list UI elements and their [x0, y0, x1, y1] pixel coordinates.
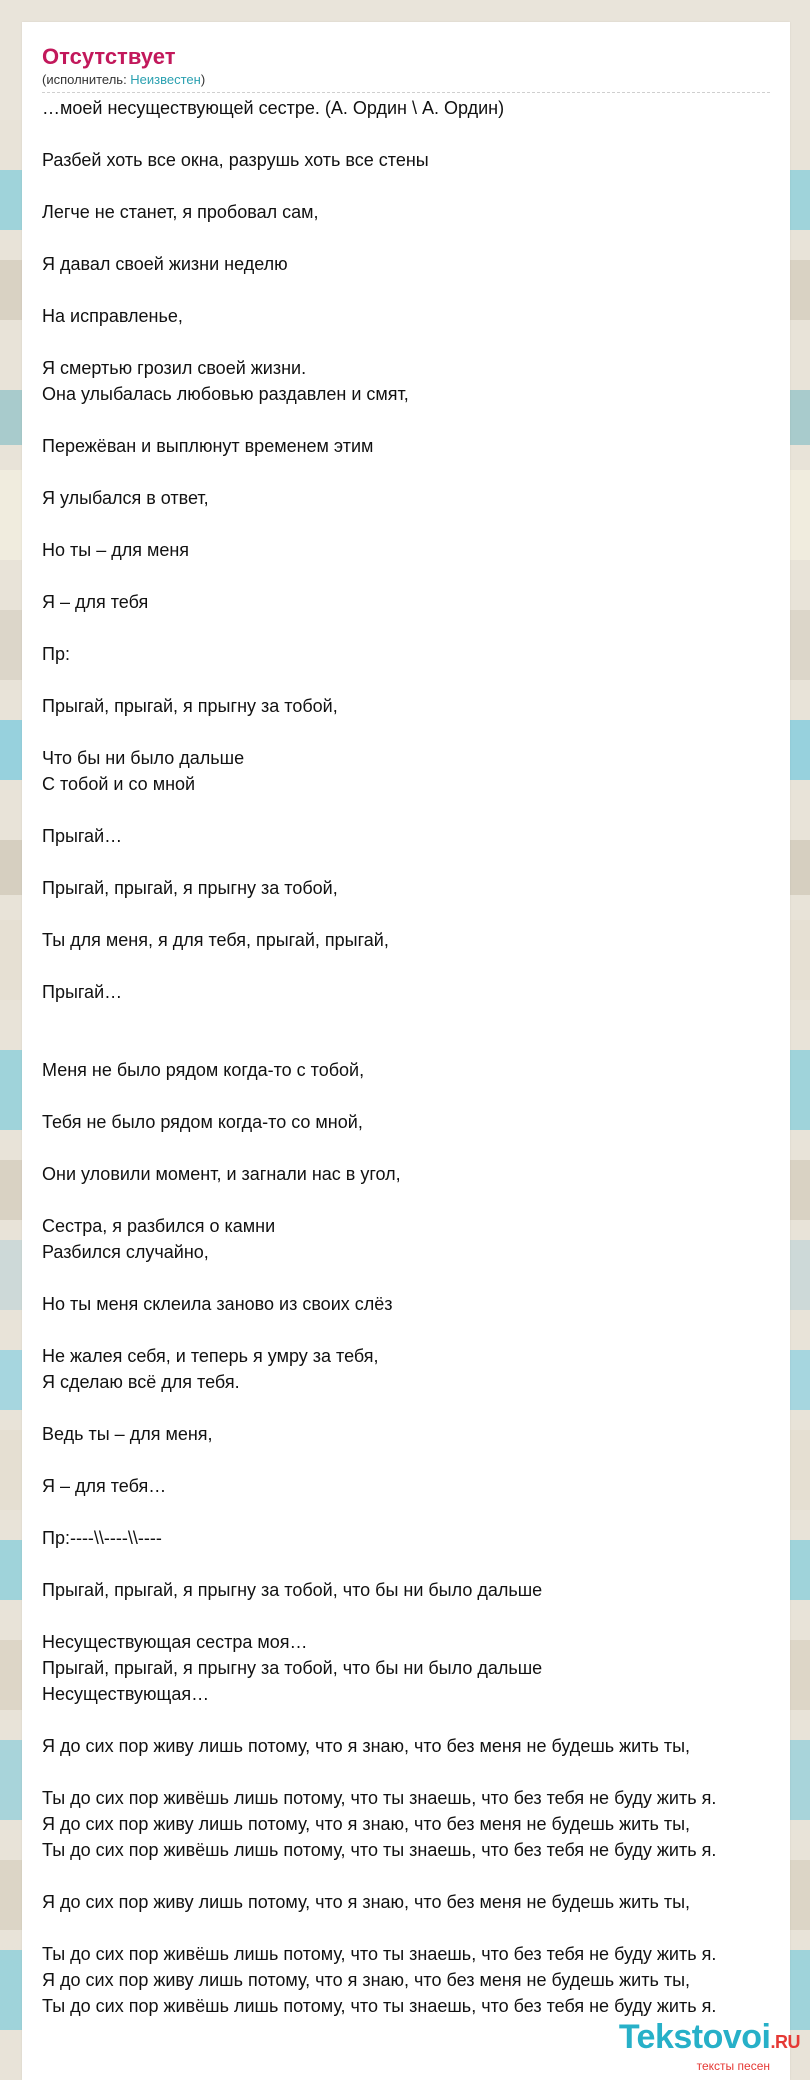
lyric-line: Я до сих пор живу лишь потому, что я знаю, что без меня не будешь жить ты, [42, 1814, 691, 1834]
lyric-line: Они уловили момент, и загнали нас в угол, [42, 1164, 401, 1184]
artist-line [42, 71, 790, 88]
lyric-line: Я сделаю всё для тебя. [42, 1372, 240, 1392]
lyric-line: Я до сих пор живу лишь потому, что я знаю, что без меня не будешь жить ты, [42, 1970, 691, 1990]
divider [42, 92, 770, 93]
lyric-line: Ты до сих пор живёшь лишь потому, что ты знаешь, что без тебя не буду жить я. [42, 1944, 717, 1964]
lyric-line [42, 1551, 790, 1577]
lyric-line [42, 849, 790, 875]
lyric-line [42, 1083, 790, 1109]
lyric-line: Пр: [42, 644, 70, 664]
lyric-line: Разбей хоть все окна, разрушь хоть все стены [42, 150, 429, 170]
lyric-line [42, 563, 790, 589]
lyric-line: Я давал своей жизни неделю [42, 254, 288, 274]
lyric-line: Прыгай, прыгай, я прыгну за тобой, [42, 878, 338, 898]
lyric-line [42, 277, 790, 303]
lyric-line [42, 797, 790, 823]
lyric-line [42, 1707, 790, 1733]
lyric-line [42, 1187, 790, 1213]
lyric-line [42, 901, 790, 927]
lyric-line: Тебя не было рядом когда-то со мной, [42, 1112, 363, 1132]
lyric-line: На исправленье, [42, 306, 183, 326]
lyric-line [42, 1603, 790, 1629]
logo-tagline: тексты песен [696, 2059, 770, 2073]
lyric-line: Не жалея себя, и теперь я умру за тебя, [42, 1346, 379, 1366]
lyric-line: Я смертью грозил своей жизни. [42, 358, 307, 378]
lyric-line [42, 121, 790, 147]
lyric-line [42, 1005, 790, 1031]
lyric-line: Сестра, я разбился о камни [42, 1216, 276, 1236]
lyric-line: Но ты – для меня [42, 540, 190, 560]
artist-prefix: (исполнитель: [42, 72, 131, 87]
lyric-line: Несуществующая сестра моя… [42, 1632, 308, 1652]
lyric-line: Она улыбалась любовью раздавлен и смят, [42, 384, 409, 404]
lyric-line [42, 173, 790, 199]
lyrics-text [42, 95, 790, 2019]
lyric-line [42, 1031, 790, 1057]
artist-link[interactable]: Неизвестен [130, 72, 201, 87]
lyric-line [42, 459, 790, 485]
lyric-line: Прыгай, прыгай, я прыгну за тобой, что бы ни было дальше [42, 1580, 543, 1600]
lyric-line [42, 953, 790, 979]
lyric-line [42, 1317, 790, 1343]
logo-brand [619, 2019, 800, 2060]
lyric-line [42, 1499, 790, 1525]
lyric-line [42, 511, 790, 537]
lyric-line [42, 1265, 790, 1291]
lyric-line: Прыгай, прыгай, я прыгну за тобой, [42, 696, 338, 716]
artist-suffix: ) [200, 72, 206, 87]
lyric-line: Несуществующая… [42, 1684, 210, 1704]
lyrics-card [22, 22, 790, 2080]
lyric-line: Пр:----\\----\\---- [42, 1528, 162, 1548]
lyric-line: Легче не станет, я пробовал сам, [42, 202, 319, 222]
lyric-line: Разбился случайно, [42, 1242, 209, 1262]
lyric-line: Я улыбался в ответ, [42, 488, 209, 508]
lyric-line: Меня не было рядом когда-то с тобой, [42, 1060, 365, 1080]
lyric-line [42, 719, 790, 745]
lyric-line: Прыгай, прыгай, я прыгну за тобой, что бы ни было дальше [42, 1658, 543, 1678]
lyric-line: Я до сих пор живу лишь потому, что я знаю, что без меня не будешь жить ты, [42, 1892, 691, 1912]
lyric-line: Ты для меня, я для тебя, прыгай, прыгай, [42, 930, 389, 950]
lyric-line [42, 329, 790, 355]
lyric-line: Ты до сих пор живёшь лишь потому, что ты знаешь, что без тебя не буду жить я. [42, 1996, 717, 2016]
lyric-line: …моей несуществующей сестре. (А. Ордин \ А. Ордин) [42, 98, 505, 118]
lyric-line [42, 615, 790, 641]
lyric-line [42, 1863, 790, 1889]
lyric-line: Ты до сих пор живёшь лишь потому, что ты знаешь, что без тебя не буду жить я. [42, 1840, 717, 1860]
lyric-line: Ведь ты – для меня, [42, 1424, 213, 1444]
lyric-line [42, 1395, 790, 1421]
lyric-line: Прыгай… [42, 826, 123, 846]
lyric-line: Ты до сих пор живёшь лишь потому, что ты знаешь, что без тебя не буду жить я. [42, 1788, 717, 1808]
logo-brand-text: Tekstovoi [618, 2018, 771, 2056]
lyric-line: Я до сих пор живу лишь потому, что я знаю, что без меня не будешь жить ты, [42, 1736, 691, 1756]
lyric-line [42, 667, 790, 693]
lyric-line: Пережёван и выплюнут временем этим [42, 436, 374, 456]
lyric-line [42, 1759, 790, 1785]
lyric-line: Прыгай… [42, 982, 123, 1002]
lyric-line [42, 1915, 790, 1941]
lyric-line: Но ты меня склеила заново из своих слёз [42, 1294, 393, 1314]
lyric-line [42, 407, 790, 433]
lyric-line [42, 1447, 790, 1473]
lyric-line: Я – для тебя… [42, 1476, 167, 1496]
lyric-line [42, 225, 790, 251]
logo-tld: .RU [770, 2032, 800, 2052]
song-title: Отсутствует [42, 44, 176, 69]
lyric-line [42, 1135, 790, 1161]
lyric-line: Я – для тебя [42, 592, 149, 612]
lyric-line: С тобой и со мной [42, 774, 196, 794]
lyric-line: Что бы ни было дальше [42, 748, 245, 768]
site-logo[interactable] [619, 2019, 800, 2072]
